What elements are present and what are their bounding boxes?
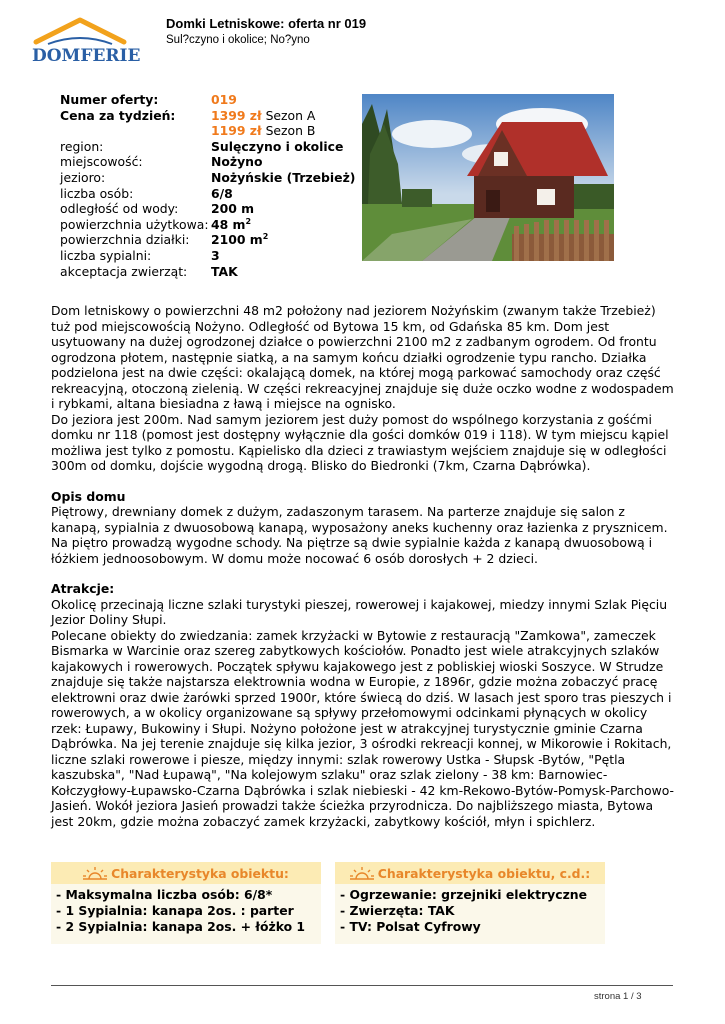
- characteristic-item: - Maksymalna liczba osób: 6/8*: [56, 887, 273, 902]
- characteristic-item: - TV: Polsat Cyfrowy: [340, 919, 481, 934]
- spec-value: 200 m: [211, 201, 255, 217]
- characteristics-header: [51, 862, 321, 884]
- spec-label: powierzchnia użytkowa:: [60, 216, 209, 232]
- spec-row: [60, 154, 355, 170]
- characteristic-item: - 2 Sypialnia: kanapa 2os. + łóżko 1: [56, 919, 306, 934]
- area-exponent: 2: [262, 232, 269, 242]
- sun-icon: [350, 866, 374, 880]
- spec-label: region:: [60, 138, 104, 154]
- spec-label: liczba osób:: [60, 185, 134, 201]
- spec-label: miejscowość:: [60, 154, 143, 170]
- characteristics-box: [51, 862, 321, 944]
- page-number: strona 1 / 3: [594, 991, 642, 1002]
- spec-value: 6/8: [211, 185, 233, 201]
- offer-description: [51, 303, 676, 829]
- spec-value: Nożyńskie (Trzebież): [211, 169, 356, 185]
- spec-offer-number: [60, 92, 355, 108]
- spec-bedrooms: [60, 248, 355, 264]
- spec-value: Sulęczyno i okolice: [211, 138, 344, 154]
- sun-icon: [83, 866, 107, 880]
- footer-divider: [51, 985, 673, 986]
- season-b: Sezon B: [265, 123, 316, 139]
- usable-area: 48 m: [211, 216, 246, 232]
- spec-label: akceptacja zwierząt:: [60, 263, 188, 279]
- house-photo: [362, 94, 614, 261]
- spec-value: 3: [211, 247, 220, 263]
- characteristics-title: Charakterystyka obiektu:: [111, 865, 289, 881]
- page-title: Domki Letniskowe: oferta nr 019: [166, 16, 367, 31]
- attractions-heading: Atrakcje:: [51, 581, 115, 596]
- description-paragraph: Do jeziora jest 200m. Nad samym jeziorem jest duży pomost do wspólnego korzystania z gośćmi domku nr 118 (pomost jest dostępny wyłącznie dla gości domków 019 i 118). W tym miejscu kąpiel możliwa jest tylko z pomostu. Kąpielisko dla dzieci z trawiastym wejściem znajduje się w odległości 300m od domku, dojście wygodną drogą. Blisko do Biedronki (7km, Czarna Dąbrówka).: [51, 411, 669, 473]
- area-exponent: 2: [245, 216, 252, 226]
- characteristics-title: Charakterystyka obiektu, c.d.:: [377, 865, 591, 881]
- offer-number: 019: [211, 92, 237, 107]
- spec-label: jezioro:: [60, 169, 106, 185]
- price-b: 1199 zł: [211, 123, 262, 139]
- characteristic-item: - Ogrzewanie: grzejniki elektryczne: [340, 887, 588, 902]
- characteristics-list: [335, 884, 605, 944]
- spec-price: [60, 108, 355, 124]
- plot-area: 2100 m: [211, 232, 263, 248]
- characteristic-item: - 1 Sypialnia: kanapa 2os. : parter: [56, 903, 294, 918]
- attractions-paragraph: Polecane obiekty do zwiedzania: zamek krzyżacki w Bytowie z restauracją "Zamkowa", zameczek Bismarka w Warcinie oraz szereg zabytkowych kościołów. Ponadto jest wiele atrakcyjnych szlaków kajakowych i rowerowych. Początek spływu kajakowego jest z pobliskiej wioski Soszyce. W Strudze znajduje się także najstarsza elektrownia wodna w Europie, z 1896r, gdzie można zobaczyć pracę elektrowni oraz dwie żarówki sprzed 1900r, które świecą do dziś. W lasach jest sporo tras pieszych i rowerowych, a w okolicy organizowane są spływy przełomowymi odcinkami płynących w okolicy rzek: Łupawy, Bukowiny i Słupi. Nożyno położone jest w atrakcyjnej turystycznie gminie Czarna Dąbrówka. Na jej terenie znajduje się kilka jezior, 3 ośrodki rekreacji konnej, w Mikorowie i Rokitach, liczne szlaki rowerowe i piesze, między innymi: szlak rowerowy Ustka - Słupsk -Bytów, "Pętla kaszubska", "Nad Łupawą", "Na kolejowym szlaku" oraz szlak zielony - 38 km: Barnowiec-Kołczygłowy-Łupawsko-Czarna Dąbrówka i szlak niebieski - 42 km-Rekowo-Bytów-Pomysk-Parchowo-Jasień. Wokół jeziora Jasień prowadzi także ścieżka przyrodnicza. Do najbliższego miasta, Bytowa jest 20km, gdzie można zobaczyć zamek krzyżacki, zabytkowy kościół, młyn i spichlerz.: [51, 627, 674, 829]
- attractions-paragraph: Okolicę przecinają liczne szlaki turystyki pieszej, rowerowej i kajakowej, miedzy innymi Szlak Pięciu Jezior Doliny Słupi.: [51, 596, 668, 627]
- description-paragraph: Dom letniskowy o powierzchni 48 m2 położony nad jeziorem Nożyńskim (zwanym także Trzebież) tuż pod miejscowością Nożyno. Odległość od Bytowa 15 km, od Gdańska 85 km. Dom jest usytuowany na dużej ogrodzonej działce o powierzchni 2100 m2 z zadbanym ogrodem. Od frontu ogrodzona płotem, następnie siatką, a na samym końcu działki ogrodzenie typu rancho. Działka podzielona jest na dwie części: okalającą domek, na której mogą parkować samochody oraz część rekreacyjną, otoczoną zielenią. W części rekreacyjnej znajduje się duże oczko wodne z wodospadem i rybkami, altana biesiadna z ławą i miejsce na ognisko.: [51, 303, 674, 411]
- characteristics-header: [335, 862, 605, 884]
- characteristic-item: - Zwierzęta: TAK: [340, 903, 455, 918]
- characteristics-list: [51, 884, 321, 944]
- spec-value: TAK: [211, 263, 238, 279]
- season-a: Sezon A: [265, 107, 316, 123]
- spec-usable-area: [60, 217, 355, 233]
- spec-label: odległość od wody:: [60, 201, 179, 217]
- offer-specs: [60, 92, 355, 279]
- page-subtitle: Sul?czyno i okolice; No?yno: [166, 34, 310, 46]
- characteristics-box: [335, 862, 605, 944]
- spec-label: liczba sypialni:: [60, 247, 152, 263]
- spec-row: [60, 170, 355, 186]
- logo-text: DOMFERIE: [32, 46, 141, 66]
- spec-plot-area: [60, 232, 355, 248]
- price-a: 1399 zł: [211, 107, 262, 123]
- spec-label: powierzchnia działki:: [60, 232, 190, 248]
- spec-row: [60, 186, 355, 202]
- spec-price-b: [60, 123, 355, 139]
- house-description: Piętrowy, drewniany domek z dużym, zadaszonym tarasem. Na parterze znajduje się salon z kanapą, sypialnia z dwuosobową kanapą, wyposażony aneks kuchenny oraz łazienka z prysznicem. Na piętro prowadzą wygodne schody. Na piętrze są dwie sypialnie każda z kanapą dwuosobową i łóżkiem jednoosobowym. W domu może nocować 6 osób dorosłych + 2 dzieci.: [51, 504, 668, 566]
- spec-value: Nożyno: [211, 154, 263, 170]
- spec-row: [60, 139, 355, 155]
- spec-pets: [60, 264, 355, 280]
- domferie-logo: [28, 14, 148, 74]
- house-heading: Opis domu: [51, 488, 126, 504]
- spec-row: [60, 201, 355, 217]
- spec-label: Numer oferty:: [60, 92, 159, 107]
- spec-label: Cena za tydzień:: [60, 107, 176, 123]
